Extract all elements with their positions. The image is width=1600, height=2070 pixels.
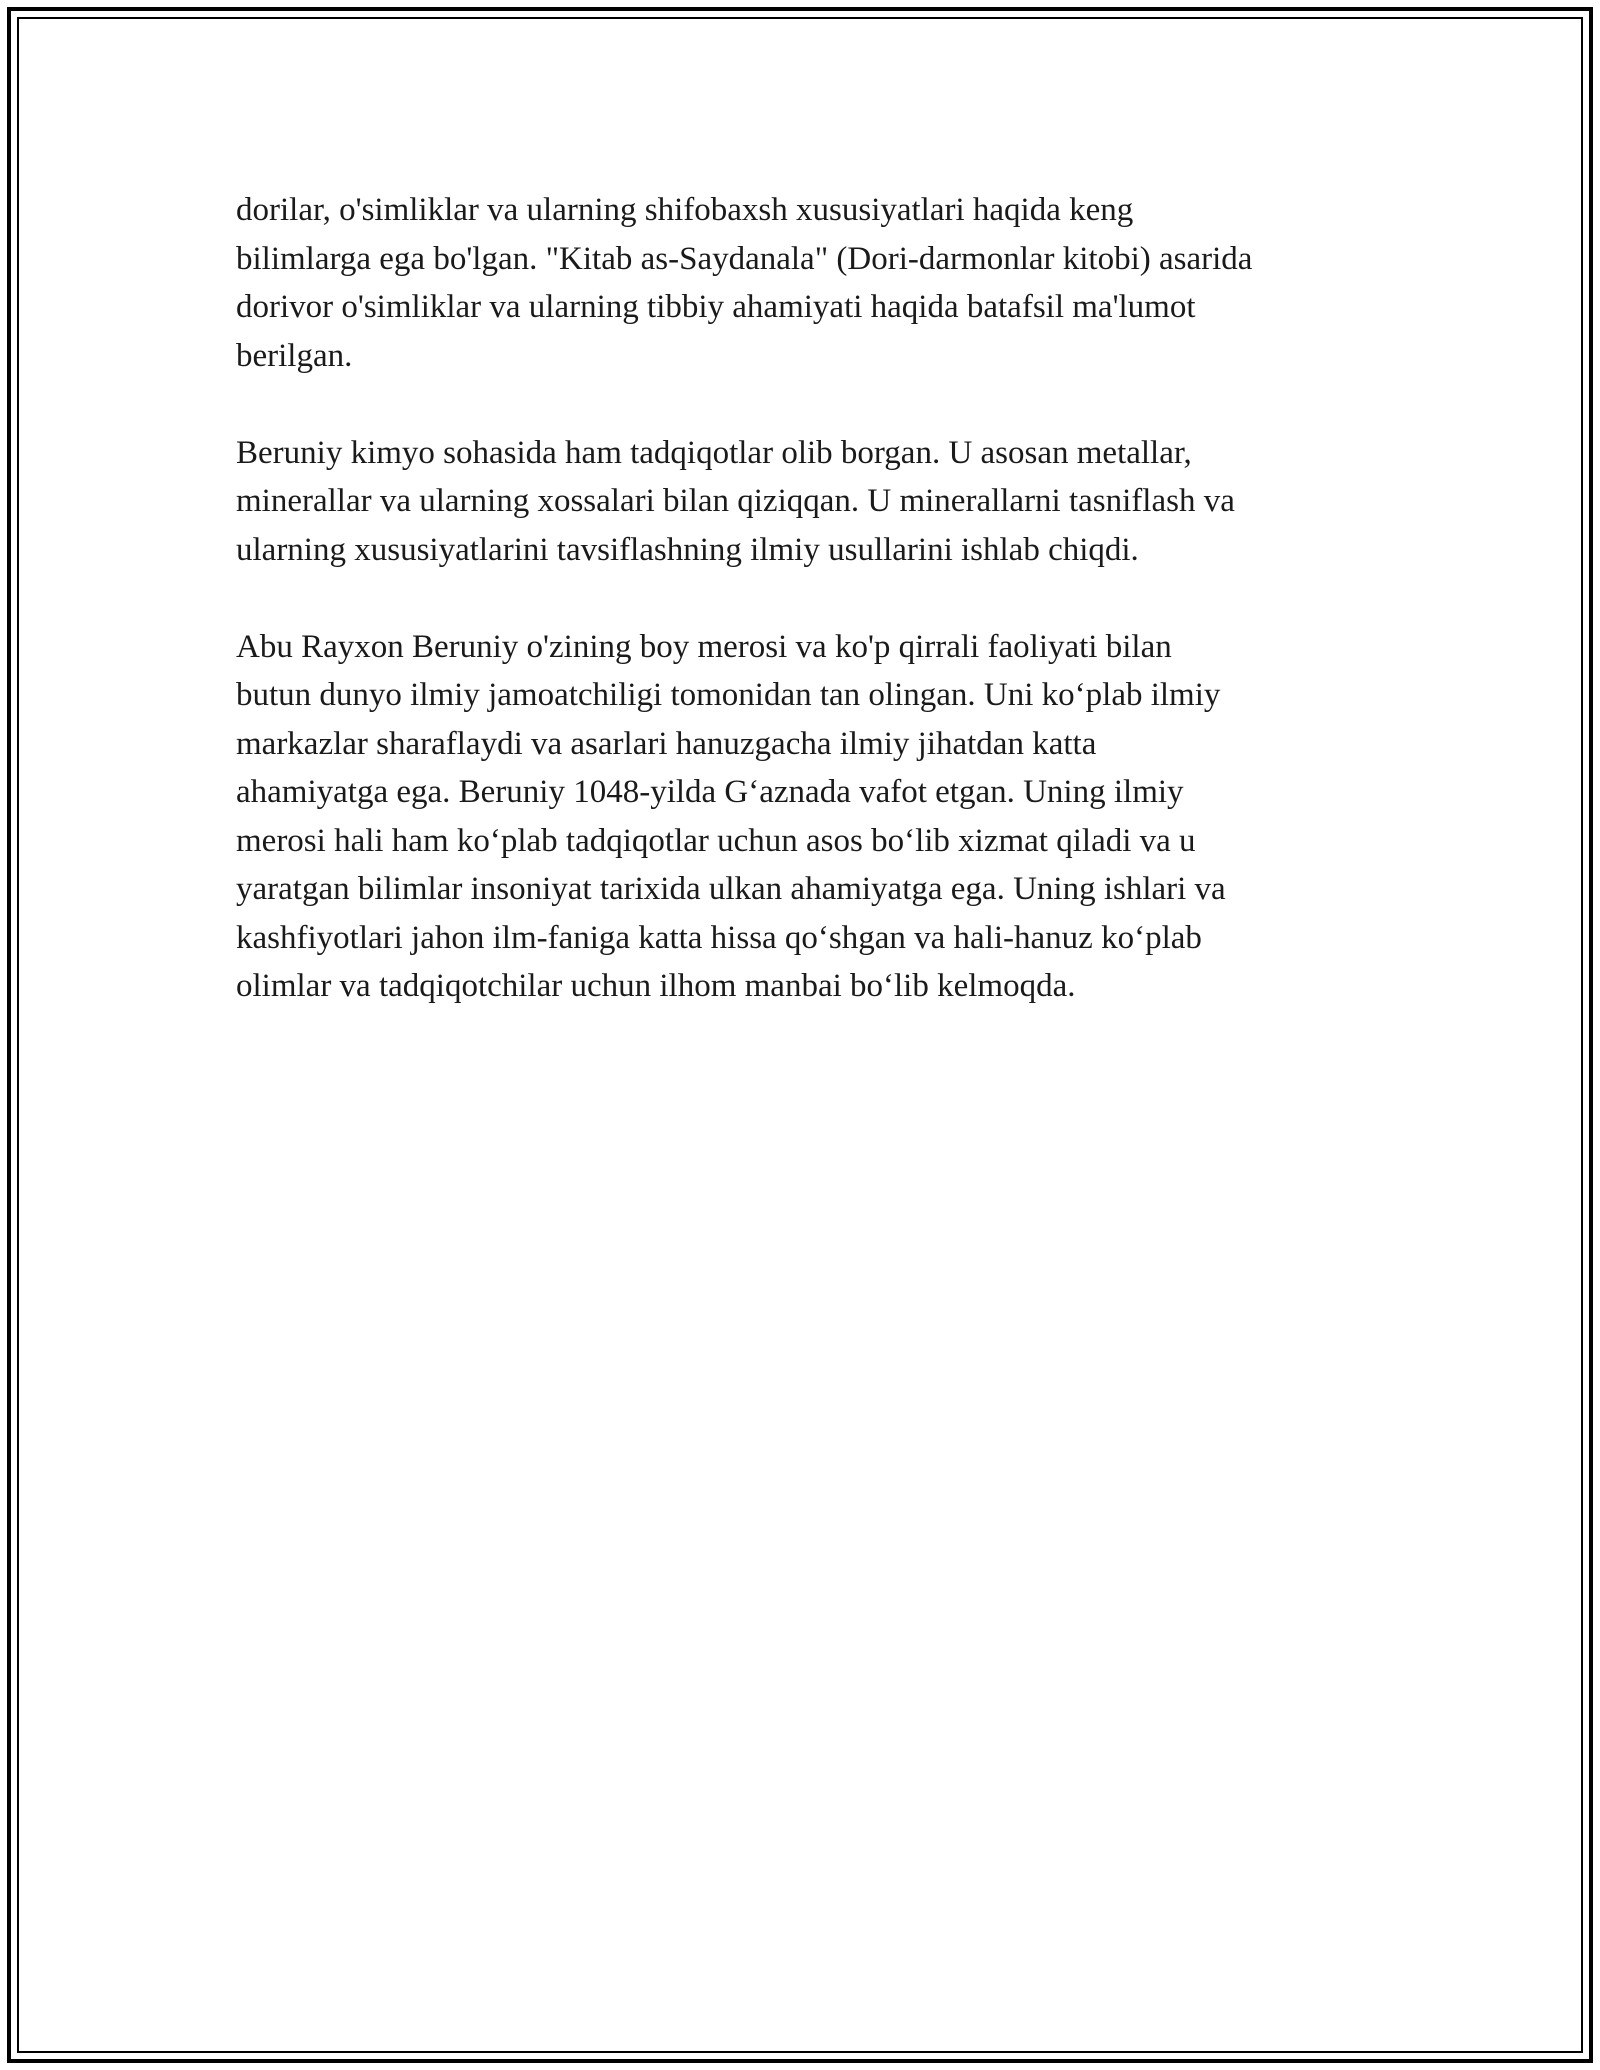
text-line: yaratgan bilimlar insoniyat tarixida ulkan ahamiyatga ega. Uning ishlari va: [236, 871, 1226, 907]
text-line: olimlar va tadqiqotchilar uchun ilhom manbai bo‘lib kelmoqda.: [236, 968, 1076, 1004]
paragraph-1: [236, 186, 1386, 380]
text-line: butun dunyo ilmiy jamoatchiligi tomonidan tan olingan. Uni ko‘plab ilmiy: [236, 677, 1221, 713]
text-line: Beruniy kimyo sohasida ham tadqiqotlar olib borgan. U asosan metallar,: [236, 434, 1192, 471]
paragraph-2: [236, 429, 1386, 575]
paragraph-3: [236, 623, 1386, 1011]
text-line: minerallar va ularning xossalari bilan qiziqqan. U minerallarni tasniflash va: [236, 483, 1235, 519]
text-line: markazlar sharaflaydi va asarlari hanuzgacha ilmiy jihatdan katta: [236, 725, 1097, 762]
text-line: ahamiyatga ega. Beruniy 1048-yilda G‘aznada vafot etgan. Uning ilmiy: [236, 774, 1184, 810]
text-line: ularning xususiyatlarini tavsiflashning ilmiy usullarini ishlab chiqdi.: [236, 531, 1139, 568]
text-line: kashfiyotlari jahon ilm-faniga katta hissa qo‘shgan va hali-hanuz ko‘plab: [236, 919, 1202, 956]
text-line: dorivor o'simliklar va ularning tibbiy ahamiyati haqida batafsil ma'lumot: [236, 289, 1196, 325]
text-line: Abu Rayxon Beruniy o'zining boy merosi va ko'p qirrali faoliyati bilan: [236, 628, 1172, 665]
text-line: berilgan.: [236, 337, 353, 374]
document-body: [236, 186, 1386, 1059]
text-line: bilimlarga ega bo'lgan. "Kitab as-Saydanala" (Dori-darmonlar kitobi) asarida: [236, 240, 1253, 277]
text-line: merosi hali ham ko‘plab tadqiqotlar uchun asos bo‘lib xizmat qiladi va u: [236, 822, 1196, 859]
text-line: dorilar, o'simliklar va ularning shifobaxsh xususiyatlari haqida keng: [236, 192, 1134, 228]
